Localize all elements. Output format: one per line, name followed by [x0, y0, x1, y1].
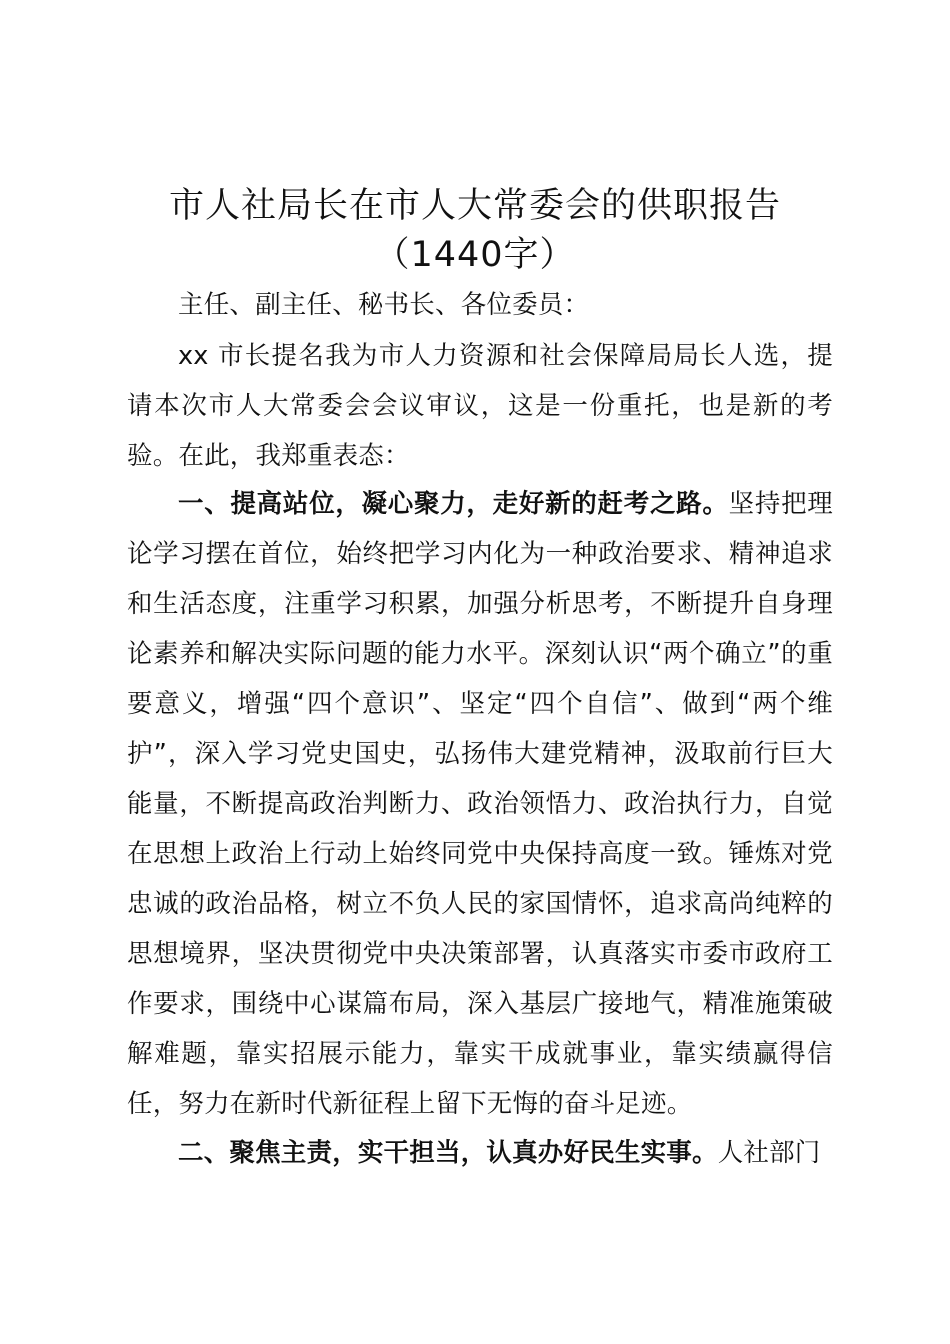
document-word-count: （1440字）: [374, 235, 576, 275]
section-1-body: 坚持把理论学习摆在首位，始终把学习内化为一种政治要求、精神追求和生活态度，注重学习积累，加强分析思考，不断提升自身理论素养和解决实际问题的能力水平。深刻认识“两个确立”的重要意义，增强“四个意识”、坚定“四个自信”、做到“两个维护”，深入学习党史国史，弘扬伟大建党精神，汲取前行巨大能量，不断提高政治判断力、政治领悟力、政治执行力，自觉在思想上政治上行动上始终同党中央保持高度一致。锤炼对党忠诚的政治品格，树立不负人民的家国情怀，追求高尚纯粹的思想境界，坚决贯彻党中央决策部署，认真落实市委市政府工作要求，围绕中心谋篇布局，深入基层广接地气，精准施策破解难题，靠实招展示能力，靠实干成就事业，靠实绩赢得信任，努力在新时代新征程上留下无悔的奋斗足迹。: [127, 489, 833, 1119]
salutation-paragraph: 主任、副主任、秘书长、各位委员：: [178, 290, 590, 320]
document-title: 市人社局长在市人大常委会的供职报告: [168, 186, 781, 226]
intro-paragraph: xx 市长提名我为市人力资源和社会保障局局长人选，提请本次市人大常委会会议审议，这是一份重托，也是新的考验。在此，我郑重表态：: [127, 341, 833, 471]
section-2-paragraph: [127, 1128, 833, 1178]
section-2-body: 人社部门: [717, 1138, 821, 1168]
section-1-paragraph: [127, 479, 833, 1129]
section-2-heading: 二、聚焦主责，实干担当，认真办好民生实事。: [178, 1138, 718, 1168]
section-1-heading: 一、提高站位，凝心聚力，走好新的赶考之路。: [178, 489, 729, 519]
